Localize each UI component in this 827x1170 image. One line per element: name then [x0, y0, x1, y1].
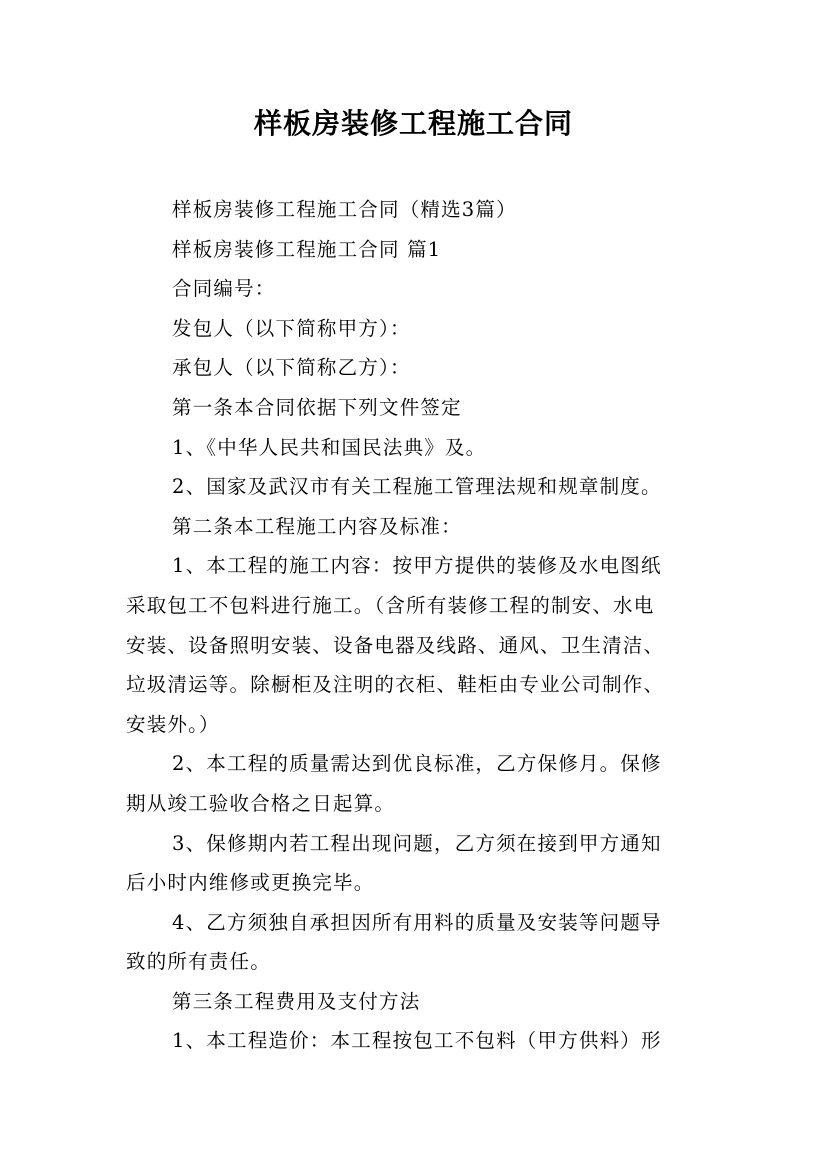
paragraph-line: 致的所有责任。	[126, 950, 271, 974]
paragraph-line: 样板房装修工程施工合同 篇1	[172, 237, 442, 261]
paragraph-line: 期从竣工验收合格之日起算。	[126, 791, 396, 815]
paragraph-line: 采取包工不包料进行施工。（含所有装修工程的制安、水电	[126, 593, 655, 617]
paragraph-line: 后小时内维修或更换完毕。	[126, 871, 375, 895]
paragraph-line: 2、本工程的质量需达到优良标准，乙方保修月。保修	[172, 752, 662, 776]
paragraph-line: 安装、设备照明安装、设备电器及线路、通风、卫生清洁、	[126, 633, 665, 657]
document-body	[126, 190, 716, 1061]
paragraph-line: 3、保修期内若工程出现问题，乙方须在接到甲方通知	[172, 831, 662, 855]
paragraph-line: 样板房装修工程施工合同（精选3篇）	[172, 198, 517, 221]
paragraph-line: 第一条本合同依据下列文件签定	[172, 395, 462, 419]
document-title: 样板房装修工程施工合同	[253, 107, 573, 140]
paragraph-line: 合同编号：	[172, 277, 276, 301]
paragraph-line: 2、国家及武汉市有关工程施工管理法规和规章制度。	[172, 475, 662, 499]
paragraph-line: 1、《中华人民共和国民法典》及。	[172, 435, 487, 459]
paragraph-line: 1、本工程的施工内容：按甲方提供的装修及水电图纸	[172, 554, 662, 578]
paragraph-line: 承包人（以下简称乙方）：	[172, 356, 411, 380]
paragraph-line: 1、本工程造价：本工程按包工不包料（甲方供料）形	[172, 1029, 662, 1053]
paragraph-line: 第二条本工程施工内容及标准：	[172, 514, 462, 538]
paragraph-line: 安装外。）	[126, 712, 220, 736]
paragraph-line: 4、乙方须独自承担因所有用料的质量及安装等问题导	[172, 910, 662, 934]
paragraph-line: 垃圾清运等。除橱柜及注明的衣柜、鞋柜由专业公司制作、	[126, 673, 665, 697]
paragraph-line: 第三条工程费用及支付方法	[172, 989, 421, 1013]
paragraph-line: 发包人（以下简称甲方）：	[172, 316, 411, 340]
